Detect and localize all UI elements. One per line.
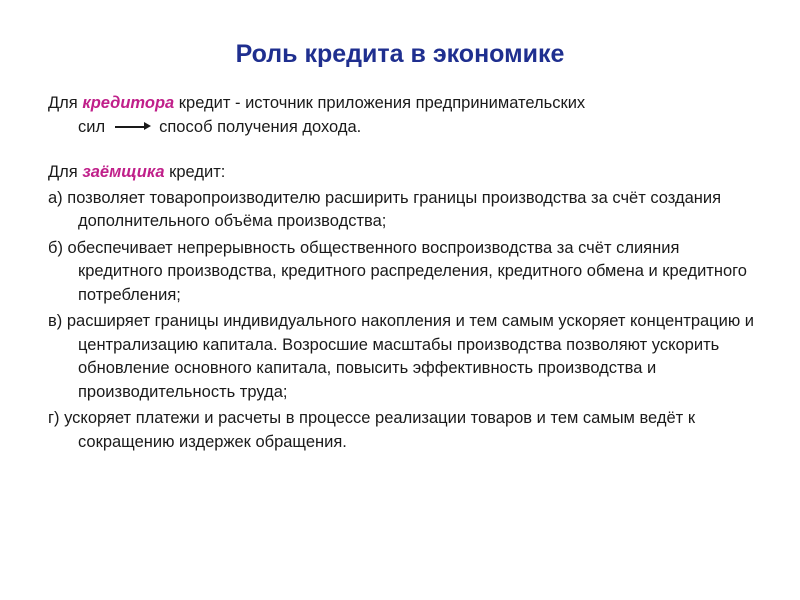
- creditor-term: кредитора: [82, 94, 175, 112]
- borrower-term: заёмщика: [82, 163, 165, 181]
- slide-title: Роль кредита в экономике: [235, 40, 565, 68]
- borrower-prefix: Для: [48, 163, 83, 181]
- creditor-prefix: Для: [48, 94, 83, 112]
- creditor-text: кредит - источник приложения предпринимательских: [174, 94, 586, 112]
- borrower-text: кредит:: [164, 163, 226, 181]
- list-item-b: б) обеспечивает непрерывность общественного воспроизводства за счёт слияния кредитного производства, кредитного распределения, кредитного обмена и кредитного потребления;: [48, 238, 747, 304]
- creditor-line2-end: способ получения дохода.: [159, 117, 362, 136]
- creditor-paragraph: [48, 92, 768, 139]
- list-item-a: а) позволяет товаропроизводителю расширить границы производства за счёт создания дополнительного объёма производства;: [48, 188, 722, 230]
- arrow-icon: [115, 121, 151, 133]
- list-item-g: г) ускоряет платежи и расчеты в процессе реализации товаров и тем самым ведёт к сокращению издержек обращения.: [48, 409, 696, 451]
- borrower-intro: [48, 161, 768, 185]
- slide-content: [48, 92, 768, 457]
- creditor-line2-start: сил: [78, 117, 106, 136]
- list-item-v: в) расширяет границы индивидуального накопления и тем самым ускоряет концентрацию и централизацию капитала. Возросшие масштабы производства позволяют ускорить обновление основного капитала, повысить эффективность производства и производительность труда;: [48, 312, 755, 401]
